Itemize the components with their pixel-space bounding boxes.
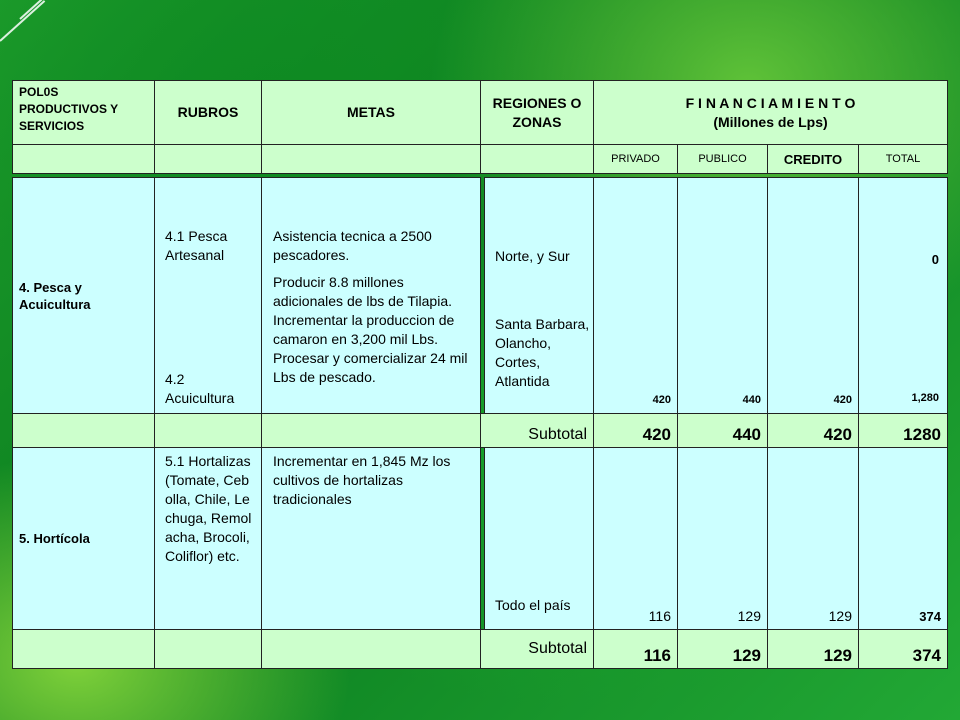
subtotal-publico-value: 440 bbox=[732, 425, 761, 444]
rubro-acuicultura: 4.2 Acuicultura bbox=[165, 371, 235, 406]
credito-pesca bbox=[767, 177, 859, 414]
privado-pesca-value: 420 bbox=[652, 394, 671, 406]
total-pesca-value: 1,280 bbox=[911, 392, 939, 404]
subtotal-empty bbox=[261, 629, 481, 669]
subtotal-credito-pesca bbox=[767, 413, 859, 448]
subtotal-privado-pesca bbox=[593, 413, 678, 448]
subtotal-empty bbox=[154, 629, 262, 669]
publico-horticola bbox=[677, 447, 768, 630]
credito-label: CREDITO bbox=[783, 151, 843, 167]
meta-hortalizas: Incrementar en 1,845 Mz los cultivos de hortalizas tradicionales bbox=[273, 453, 451, 507]
subtotal-total-pesca bbox=[858, 413, 948, 448]
subtotal-total-horticola bbox=[858, 629, 948, 669]
regiones-horticola bbox=[484, 447, 594, 630]
header-metas bbox=[261, 80, 481, 145]
rubro-hortalizas: 5.1 Hortalizas(Tomate, Cebolla, Chile, Lechuga, Remolacha, Brocoli, Coliflor) etc. bbox=[165, 453, 252, 564]
total-pesca bbox=[858, 177, 948, 414]
polo-pesca bbox=[12, 177, 155, 414]
subtotal-publico-horticola bbox=[677, 629, 768, 669]
polo-horticola-label: 5. Hortícola bbox=[19, 531, 90, 546]
total-pesca-row1: 0 bbox=[931, 252, 939, 267]
subtotal-credito-horticola bbox=[767, 629, 859, 669]
meta-asistencia: Asistencia tecnica a 2500 pescadores. bbox=[273, 228, 432, 263]
privado-label: PRIVADO bbox=[611, 152, 660, 165]
total-horticola-value: 374 bbox=[919, 609, 941, 624]
metas-horticola bbox=[261, 447, 481, 630]
header-financiamiento bbox=[593, 80, 948, 145]
subtotal-empty bbox=[12, 413, 155, 448]
header-metas-label: METAS bbox=[347, 104, 395, 120]
region-norte-sur: Norte, y Sur bbox=[495, 248, 570, 264]
regiones-pesca bbox=[484, 177, 594, 414]
subtotal-empty bbox=[12, 629, 155, 669]
header-rubros bbox=[154, 80, 262, 145]
header-regiones-label: REGIONES O ZONAS bbox=[492, 94, 582, 130]
subtotal-label: Subtotal bbox=[528, 640, 587, 657]
subheader-empty bbox=[12, 144, 155, 174]
subtotal-credito-value: 420 bbox=[823, 425, 852, 444]
subtotal-privado-value: 116 bbox=[643, 646, 671, 665]
header-polos-label: POL0S PRODUCTIVOS Y SERVICIOS bbox=[19, 85, 118, 133]
subtotal-privado-value: 420 bbox=[642, 425, 671, 444]
financiamiento-subtitle: (Millones de Lps) bbox=[713, 113, 828, 130]
subheader-publico bbox=[677, 144, 768, 174]
credito-horticola bbox=[767, 447, 859, 630]
subtotal-empty bbox=[261, 413, 481, 448]
publico-label: PUBLICO bbox=[698, 152, 747, 165]
region-santa-barbara: Santa Barbara, Olancho, Cortes, Atlantida bbox=[495, 316, 590, 389]
subtotal-publico-value: 129 bbox=[732, 646, 761, 665]
subtotal-credito-value: 129 bbox=[823, 646, 852, 665]
subheader-empty bbox=[261, 144, 481, 174]
subtotal-empty bbox=[154, 413, 262, 448]
header-regiones bbox=[480, 80, 594, 145]
metas-pesca bbox=[261, 177, 481, 414]
rubro-pesca-artesanal: 4.1 Pesca Artesanal bbox=[165, 228, 228, 263]
polo-pesca-label: 4. Pesca y Acuicultura bbox=[19, 279, 91, 312]
credito-pesca-value: 420 bbox=[833, 394, 852, 406]
rubros-horticola bbox=[154, 447, 262, 630]
decorative-line bbox=[0, 0, 45, 42]
publico-horticola-value: 129 bbox=[737, 608, 761, 624]
region-todo-el-pais: Todo el país bbox=[495, 597, 571, 613]
header-rubros-label: RUBROS bbox=[177, 104, 239, 120]
subheader-total bbox=[858, 144, 948, 174]
financiamiento-title: F I N A N C I A M I E N T O bbox=[685, 94, 856, 111]
subtotal-privado-horticola bbox=[593, 629, 678, 669]
total-label: TOTAL bbox=[885, 152, 921, 165]
header-polos bbox=[12, 80, 155, 145]
subtotal-label-horticola bbox=[480, 629, 594, 669]
subheader-privado bbox=[593, 144, 678, 174]
publico-pesca-value: 440 bbox=[742, 394, 761, 406]
polo-horticola bbox=[12, 447, 155, 630]
privado-pesca bbox=[593, 177, 678, 414]
rubros-pesca bbox=[154, 177, 262, 414]
meta-produccion: Producir 8.8 millones adicionales de lbs de Tilapia. Incrementar la produccion de camaron en 3,200 mil Lbs. Procesar y comercializar 24 mil Lbs de pescado. bbox=[273, 274, 468, 385]
total-horticola bbox=[858, 447, 948, 630]
subtotal-total-value: 374 bbox=[912, 646, 941, 665]
subheader-empty bbox=[480, 144, 594, 174]
subheader-credito bbox=[767, 144, 859, 174]
subtotal-total-value: 1280 bbox=[903, 425, 941, 444]
privado-horticola-value: 116 bbox=[648, 608, 671, 624]
subheader-empty bbox=[154, 144, 262, 174]
subtotal-label: Subtotal bbox=[528, 426, 587, 443]
credito-horticola-value: 129 bbox=[828, 608, 852, 624]
publico-pesca bbox=[677, 177, 768, 414]
subtotal-publico-pesca bbox=[677, 413, 768, 448]
subtotal-label-pesca bbox=[480, 413, 594, 448]
privado-horticola bbox=[593, 447, 678, 630]
